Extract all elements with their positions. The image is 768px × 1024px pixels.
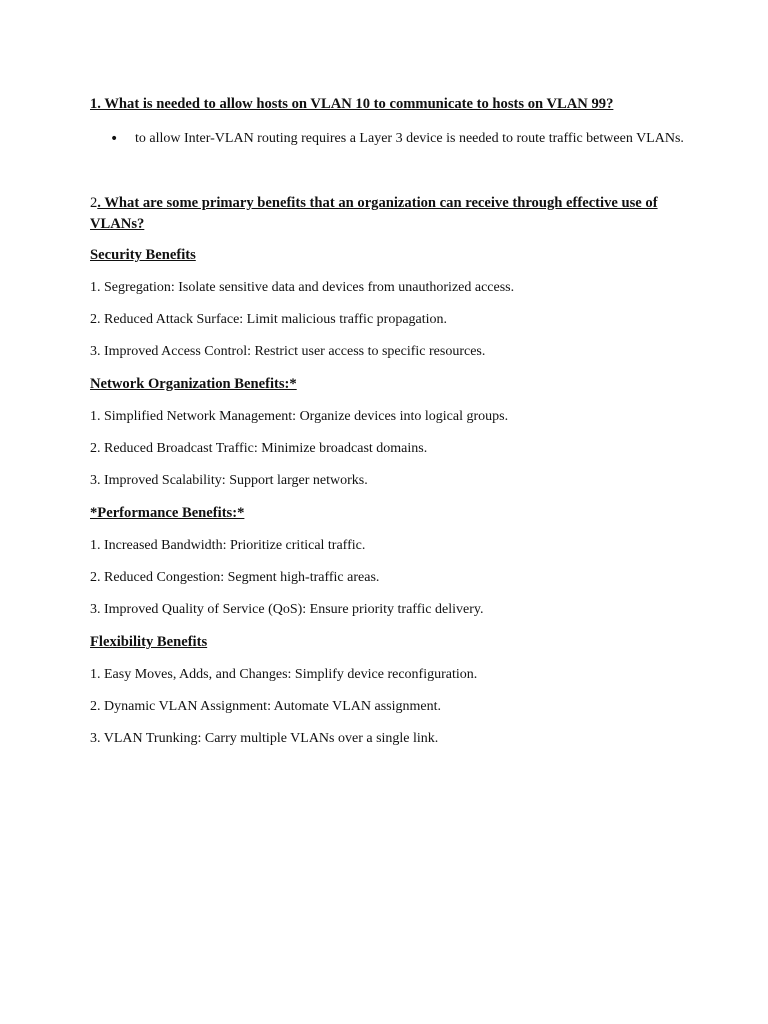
list-item: 3. Improved Scalability: Support larger networks. (90, 473, 368, 488)
flexibility-benefits-section (90, 632, 688, 749)
list-item: 2. Reduced Congestion: Segment high-traffic areas. (90, 570, 380, 585)
list-item: 1. Segregation: Isolate sensitive data and devices from unauthorized access. (90, 280, 515, 295)
security-benefits-section (90, 245, 688, 362)
list-item: 1. Simplified Network Management: Organize devices into logical groups. (90, 409, 509, 424)
list-item (90, 129, 688, 149)
performance-benefits-section (90, 503, 688, 620)
network-organization-benefits-section (90, 374, 688, 491)
list-item: 2. Dynamic VLAN Assignment: Automate VLAN assignment. (90, 699, 442, 714)
question-1-text: 1. What is needed to allow hosts on VLAN 10 to communicate to hosts on VLAN 99? (90, 96, 614, 112)
question-1-heading (90, 94, 688, 115)
list-item: 3. Improved Access Control: Restrict user access to specific resources. (90, 344, 486, 359)
list-item: 2. Reduced Attack Surface: Limit malicious traffic propagation. (90, 312, 448, 327)
question-2-number: 2 (90, 195, 98, 211)
section-heading: Flexibility Benefits (90, 634, 208, 650)
answer-text: to allow Inter-VLAN routing requires a Layer 3 device is needed to route traffic between VLANs. (135, 131, 684, 146)
question-1-answer-list (90, 129, 688, 149)
list-item: 1. Easy Moves, Adds, and Changes: Simplify device reconfiguration. (90, 667, 478, 682)
question-2-text: . What are some primary benefits that an organization can receive through effective use of VLANs? (90, 195, 658, 232)
bullet-icon: • (110, 131, 119, 147)
section-heading: *Performance Benefits:* (90, 505, 245, 521)
list-item: 3. Improved Quality of Service (QoS): Ensure priority traffic delivery. (90, 602, 484, 617)
list-item: 2. Reduced Broadcast Traffic: Minimize broadcast domains. (90, 441, 428, 456)
list-item: 1. Increased Bandwidth: Prioritize critical traffic. (90, 538, 366, 553)
list-item: 3. VLAN Trunking: Carry multiple VLANs over a single link. (90, 731, 439, 746)
section-heading: Security Benefits (90, 247, 196, 263)
question-2-heading (90, 193, 688, 235)
section-heading: Network Organization Benefits:* (90, 376, 297, 392)
